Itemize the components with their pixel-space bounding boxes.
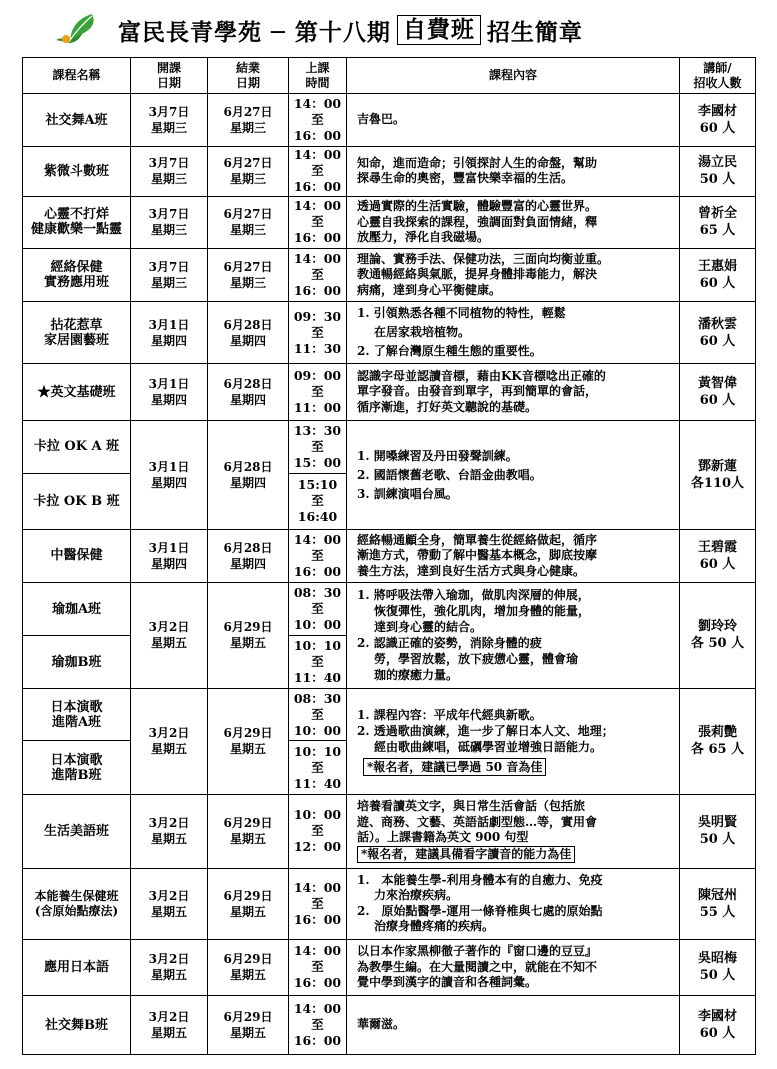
end-date: 6月27日 星期三 [208,249,289,302]
table-row [23,530,756,583]
course-content: 經絡暢通顧全身，簡單養生從經絡做起，循序 漸進方式，帶動了解中醫基本概念，脚底按摩 養生方法，達到良好生活方式與身心健康。 [347,530,680,583]
class-time: 14：00 至 16：00 [289,996,347,1055]
course-content: 華爾滋。 [347,996,680,1055]
table-row [23,996,756,1055]
registration-note: *報名者，建議已學過 50 音為佳 [363,758,546,776]
table-header-row [23,58,756,94]
course-content: 1. 將呼吸法帶入瑜珈，做肌肉深層的伸展， 恢復彈性，強化肌肉，增加身體的能量， 達到身心靈的結合。 2. 認識正確的姿勢，消除身體的疲 勞，學習放鬆，放下疲憊心靈，體會瑜 珈的療癒力量。 [347,582,680,688]
course-content: 1. 課程內容：平成年代經典新歌。 2. 透過歌曲演練，進一步了解日本人文、地理； 經由歌曲練唱，砥礪學習並增強日語能力。 *報名者，建議已學過 50 音為佳 [347,688,680,794]
course-content: 以日本作家黑柳徹子著作的『窗口邊的豆豆』 為教學生編。在大量閱讀之中，就能在不知不 覺中學到漢字的讀音和各種詞彙。 [347,939,680,996]
col-header-teacher: 講師/ 招收人數 [680,58,756,94]
course-name: 本能養生保健班 (含原始點療法) [23,868,131,939]
teacher-quota: 湯立民 50 人 [680,146,756,196]
table-row [23,146,756,196]
end-date: 6月28日 星期四 [208,301,289,364]
table-row [23,795,756,869]
end-date: 6月29日 星期五 [208,868,289,939]
end-date: 6月29日 星期五 [208,582,289,688]
table-row [23,420,756,473]
class-time: 08：30 至 10：00 [289,688,347,741]
table-row [23,301,756,364]
teacher-quota: 陳冠州 55 人 [680,868,756,939]
end-date: 6月28日 星期四 [208,420,289,529]
start-date: 3月2日 星期五 [131,996,208,1055]
table-row [23,94,756,147]
class-time: 14：00 至 16：00 [289,146,347,196]
start-date: 3月2日 星期五 [131,795,208,869]
class-time: 14：00 至 16：00 [289,939,347,996]
start-date: 3月2日 星期五 [131,688,208,794]
table-row [23,939,756,996]
course-content: 1. 開嗓練習及丹田發聲訓練。 2. 國語懷舊老歌、台語金曲教唱。 3. 訓練演唱台風。 [347,420,680,529]
teacher-quota: 黃智偉 60 人 [680,364,756,421]
start-date: 3月1日 星期四 [131,301,208,364]
teacher-quota: 劉玲玲 各 50 人 [680,582,756,688]
page-header [0,0,777,58]
table-row [23,868,756,939]
col-header-start: 開課 日期 [131,58,208,94]
table-row [23,249,756,302]
start-date: 3月1日 星期四 [131,420,208,529]
end-date: 6月28日 星期四 [208,530,289,583]
col-header-time: 上課 時間 [289,58,347,94]
end-date: 6月29日 星期五 [208,688,289,794]
course-name: 社交舞B班 [23,996,131,1055]
table-row [23,364,756,421]
class-time: 15:10 至 16:40 [289,473,347,530]
course-name: 紫微斗數班 [23,146,131,196]
start-date: 3月7日 星期三 [131,94,208,147]
course-name: 經絡保健 實務應用班 [23,249,131,302]
start-date: 3月7日 星期三 [131,146,208,196]
end-date: 6月27日 星期三 [208,146,289,196]
col-header-content: 課程內容 [347,58,680,94]
course-name: ★英文基礎班 [23,364,131,421]
course-name: 瑜珈A班 [23,582,131,636]
page-title [118,14,583,46]
title-boxed-label: 自費班 [397,15,481,45]
teacher-quota: 王碧霞 60 人 [680,530,756,583]
class-time: 09：00 至 11：00 [289,364,347,421]
teacher-quota: 潘秋雲 60 人 [680,301,756,364]
course-content: 1. 本能養生學-利用身體本有的自癒力、免疫 力來治療疾病。 2. 原始點醫學-運用一條脊椎與七處的原始點 治療身體疼痛的疾病。 [347,868,680,939]
teacher-quota: 李國材 60 人 [680,996,756,1055]
course-name: 卡拉 OK A 班 [23,420,131,473]
class-time: 10：10 至 11：40 [289,636,347,689]
teacher-quota: 張莉艷 各 65 人 [680,688,756,794]
title-text-end: 招生簡章 [486,18,583,46]
registration-note: *報名者，建議具備看字讀音的能力為佳 [357,846,575,864]
col-header-end: 結業 日期 [208,58,289,94]
start-date: 3月1日 星期四 [131,530,208,583]
course-content: 吉魯巴。 [347,94,680,147]
class-time: 14：00 至 16：00 [289,530,347,583]
title-text: 富民長青學苑 ─ 第十八期 [118,18,391,46]
start-date: 3月7日 星期三 [131,196,208,249]
end-date: 6月29日 星期五 [208,996,289,1055]
table-row [23,582,756,636]
teacher-quota: 吳明賢 50 人 [680,795,756,869]
class-time: 14：00 至 16：00 [289,196,347,249]
course-content: 知命，進而造命；引領探討人生的命盤，幫助 探尋生命的奧密，豐富快樂幸福的生活。 [347,146,680,196]
end-date: 6月27日 星期三 [208,94,289,147]
end-date: 6月28日 星期四 [208,364,289,421]
teacher-quota: 曾祈全 65 人 [680,196,756,249]
class-time: 14：00 至 16：00 [289,868,347,939]
start-date: 3月1日 星期四 [131,364,208,421]
table-row [23,688,756,741]
course-name: 社交舞A班 [23,94,131,147]
course-content: 認識字母並認讀音標，藉由KK音標唸出正確的 單字發音。由發音到單字，再到簡單的會話， 循序漸進，打好英文聽說的基礎。 [347,364,680,421]
course-name: 生活美語班 [23,795,131,869]
teacher-quota: 鄧新蓮 各110人 [680,420,756,529]
course-content: 理論、實務手法、保健功法，三面向均衡並重。 教通暢經絡與氣脈，提昇身體排毒能力，解決 病痛，達到身心平衡健康。 [347,249,680,302]
class-time: 14：00 至 16：00 [289,249,347,302]
course-name: 心靈不打烊 健康歡樂一點靈 [23,196,131,249]
teacher-quota: 李國材 60 人 [680,94,756,147]
course-name: 日本演歌 進階A班 [23,688,131,741]
end-date: 6月29日 星期五 [208,795,289,869]
class-time: 14：00 至 16：00 [289,94,347,147]
col-header-name: 課程名稱 [23,58,131,94]
course-name: 應用日本語 [23,939,131,996]
course-table [22,57,756,1055]
course-content: 1. 引領熟悉各種不同植物的特性，輕鬆 在居家栽培植物。 2. 了解台灣原生種生態的重要性。 [347,301,680,364]
table-row [23,196,756,249]
course-name: 中醫保健 [23,530,131,583]
start-date: 3月2日 星期五 [131,868,208,939]
class-time: 10：00 至 12：00 [289,795,347,869]
course-name: 日本演歌 進階B班 [23,741,131,795]
leaf-logo-icon [52,12,102,46]
teacher-quota: 王惠娟 60 人 [680,249,756,302]
start-date: 3月2日 星期五 [131,939,208,996]
teacher-quota: 吳昭梅 50 人 [680,939,756,996]
course-content: 透過實際的生活實驗，體驗豐富的心靈世界。 心靈自我探索的課程，強調面對負面情緒，釋 放壓力，淨化自我磁場。 [347,196,680,249]
class-time: 09：30 至 11：30 [289,301,347,364]
class-time: 10：10 至 11：40 [289,741,347,795]
course-name: 拈花惹草 家居園藝班 [23,301,131,364]
course-name: 瑜珈B班 [23,636,131,689]
course-content: 培養看讀英文字，與日常生活會話（包括旅 遊、商務、文藝、英語話劇型態…等，實用會 話）。上課書籍為英文 900 句型 *報名者，建議具備看字讀音的能力為佳 [347,795,680,869]
end-date: 6月27日 星期三 [208,196,289,249]
start-date: 3月2日 星期五 [131,582,208,688]
class-time: 08：30 至 10：00 [289,582,347,636]
end-date: 6月29日 星期五 [208,939,289,996]
start-date: 3月7日 星期三 [131,249,208,302]
class-time: 13：30 至 15：00 [289,420,347,473]
course-name: 卡拉 OK B 班 [23,473,131,530]
